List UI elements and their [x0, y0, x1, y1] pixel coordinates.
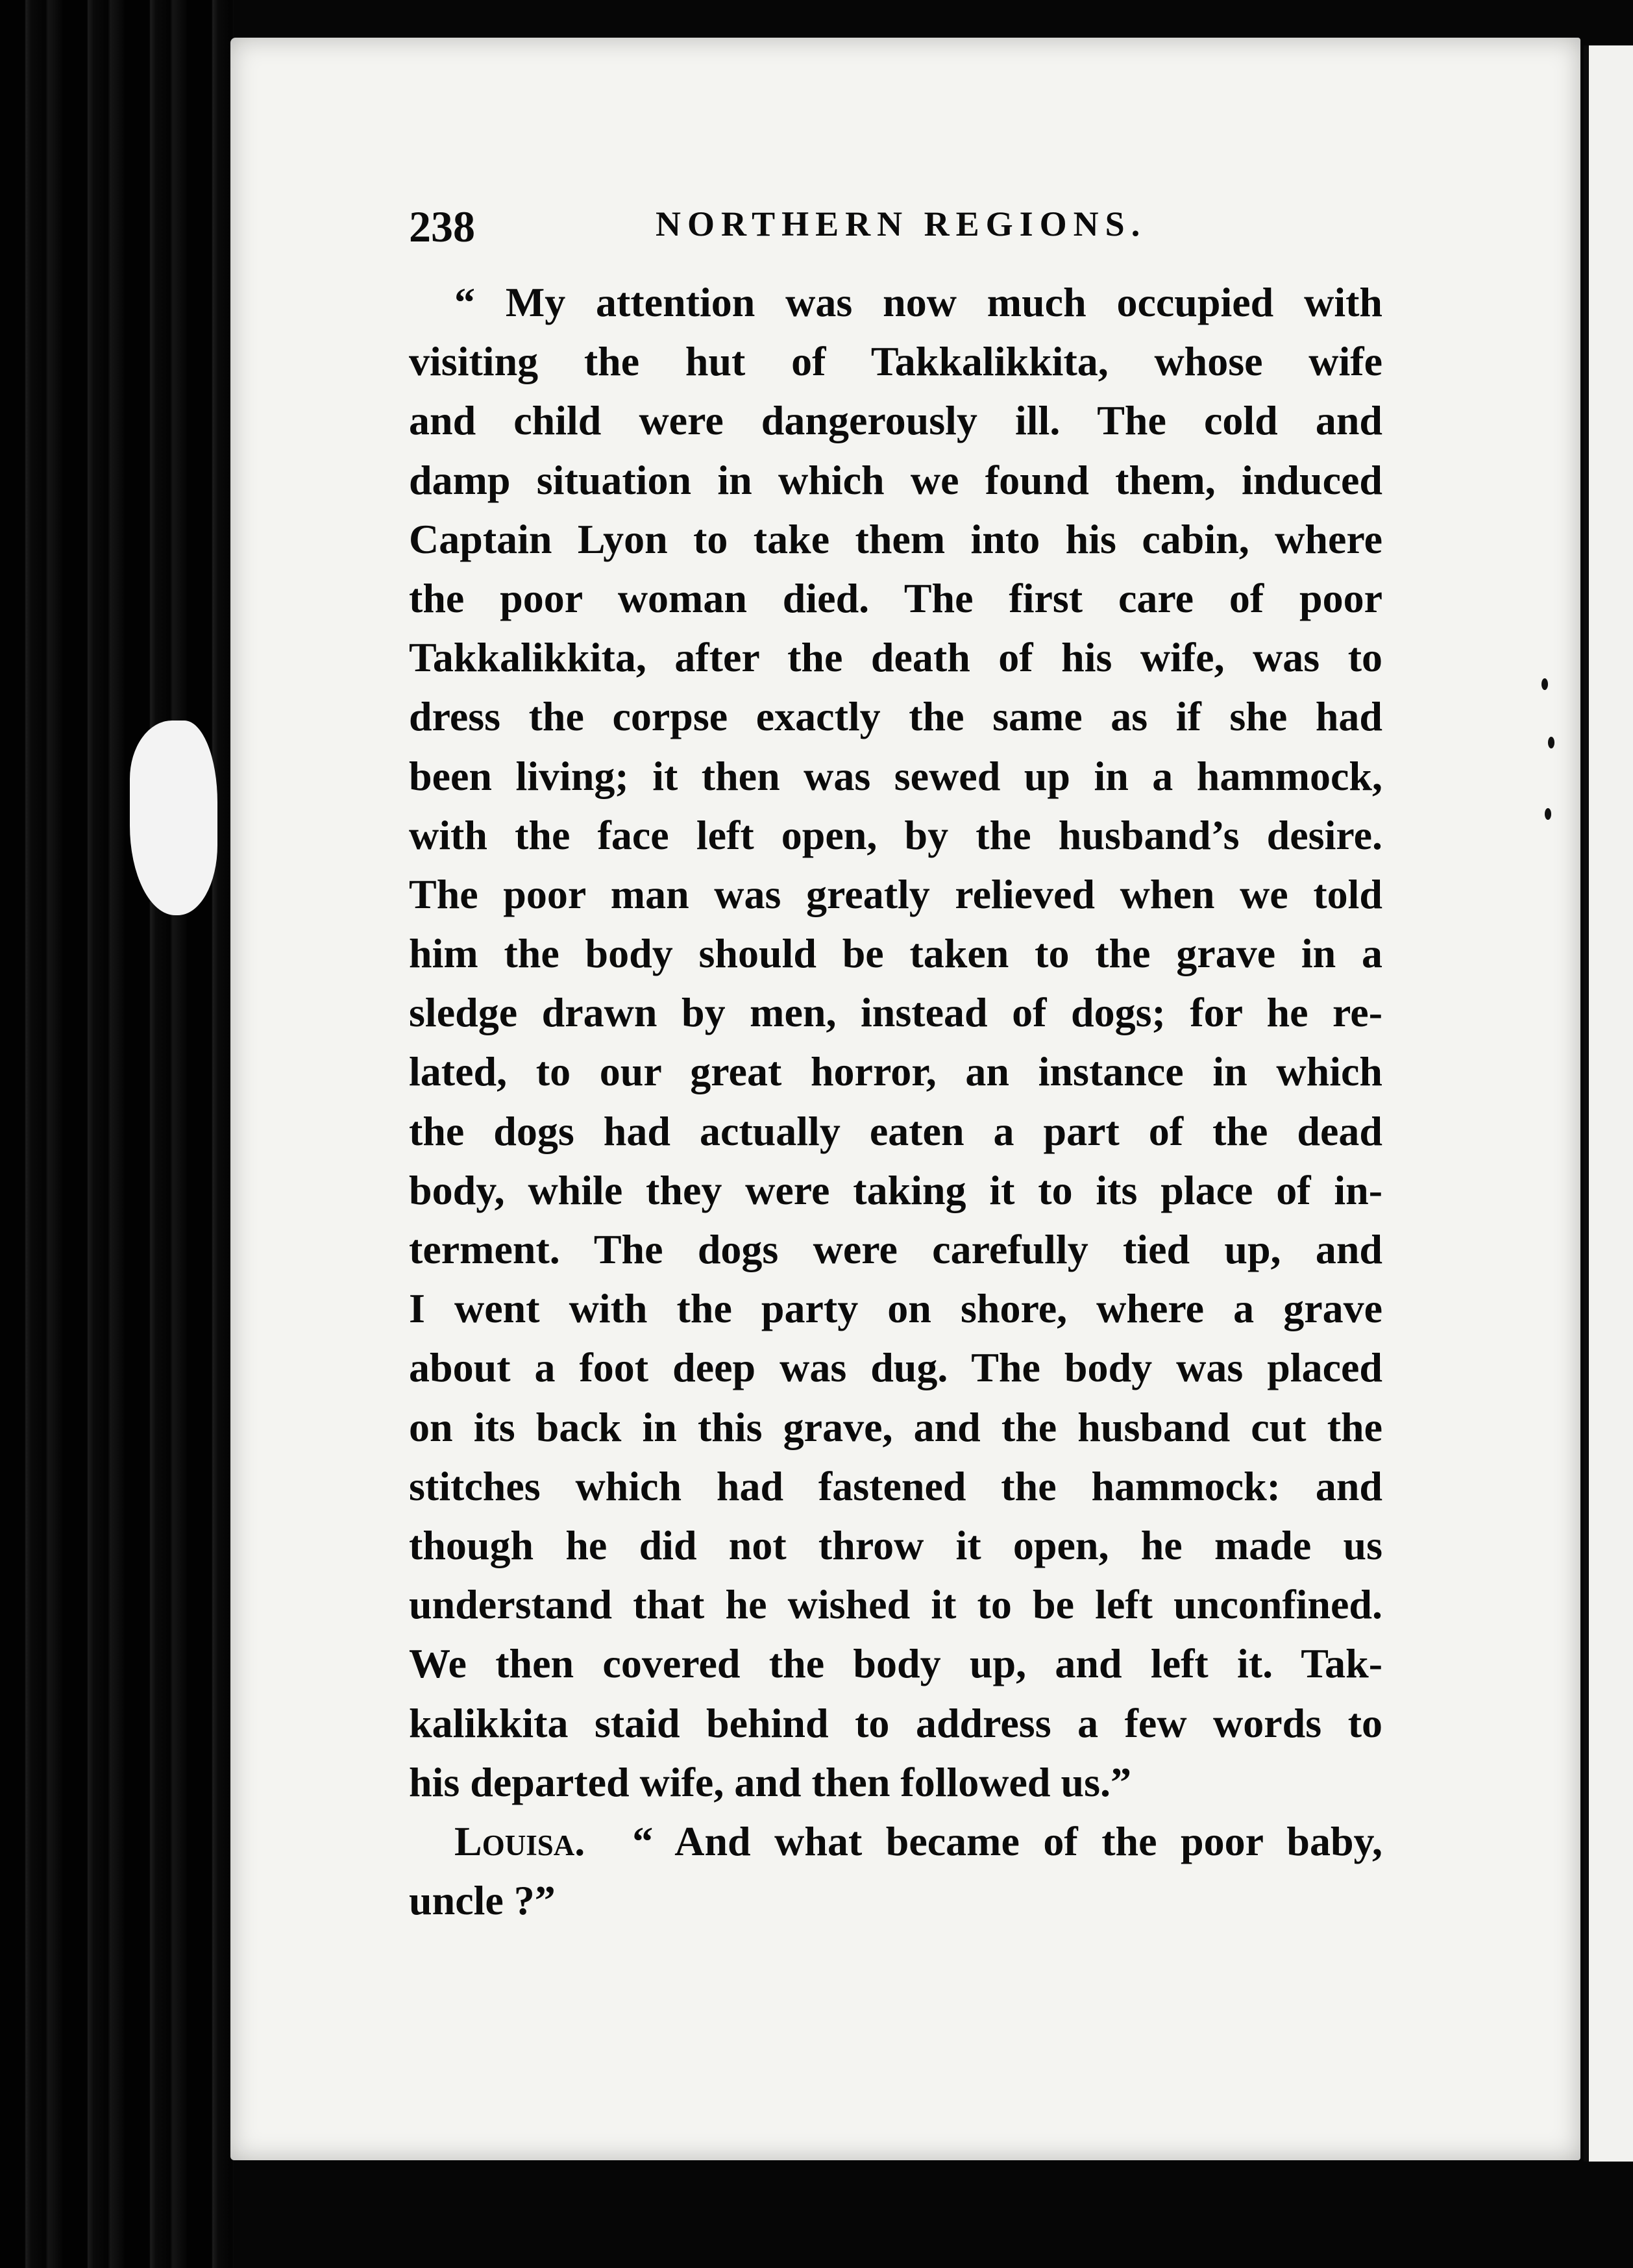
text-line: him the body should be taken to the grave in a [409, 930, 1382, 977]
ink-speck [1545, 808, 1551, 820]
dialogue-text: “ And what became of the poor baby, [632, 1818, 1383, 1864]
text-line: visiting the hut of Takkalikkita, whose wife [409, 338, 1382, 385]
speaker-name: Louisa. [454, 1818, 585, 1864]
text-line: the poor woman died. The first care of poor [409, 574, 1382, 621]
text-line: the dogs had actually eaten a part of the dead [409, 1107, 1382, 1154]
text-line: “ My attention was now much occupied with [454, 279, 1382, 325]
text-line: uncle ?” [409, 1877, 556, 1924]
page-text [409, 201, 1382, 1930]
text-line: sledge drawn by men, instead of dogs; for he re- [409, 989, 1382, 1036]
text-line: stitches which had fastened the hammock: and [409, 1462, 1382, 1509]
text-line: understand that he wished it to be left unconfined. [409, 1581, 1382, 1628]
text-line: been living; it then was sewed up in a hammock, [409, 752, 1382, 799]
binding-damage [130, 721, 217, 915]
text-line: The poor man was greatly relieved when we told [409, 870, 1382, 917]
text-line: about a foot deep was dug. The body was placed [409, 1344, 1382, 1391]
page-header [409, 201, 1382, 273]
text-line: lated, to our great horror, an instance in which [409, 1048, 1382, 1095]
text-line: with the face left open, by the husband’s desire. [409, 811, 1382, 858]
text-line: kalikkita staid behind to address a few words to [409, 1699, 1382, 1746]
text-line: his departed wife, and then followed us.” [409, 1758, 1131, 1805]
ink-speck [1548, 737, 1554, 748]
text-line: Takkalikkita, after the death of his wife, was to [409, 634, 1382, 681]
text-line: I went with the party on shore, where a grave [409, 1285, 1382, 1332]
dialogue-paragraph [409, 1812, 1382, 1930]
book-binding [0, 0, 234, 2268]
text-line [409, 1812, 1382, 1871]
page-number: 238 [409, 202, 475, 251]
facing-page-edge [1584, 45, 1633, 2162]
text-line: dress the corpse exactly the same as if she had [409, 693, 1382, 740]
ink-speck [1541, 678, 1548, 690]
text-line: damp situation in which we found them, induced [409, 456, 1382, 503]
text-line: Captain Lyon to take them into his cabin, where [409, 515, 1382, 562]
text-line: on its back in this grave, and the husband cut the [409, 1403, 1382, 1450]
text-line: terment. The dogs were carefully tied up, and [409, 1226, 1382, 1272]
text-line: though he did not throw it open, he made us [409, 1522, 1382, 1568]
paragraph [409, 273, 1382, 1812]
text-line: We then covered the body up, and left it. Tak- [409, 1640, 1382, 1687]
text-line: body, while they were taking it to its place of in- [409, 1166, 1382, 1213]
running-head: NORTHERN REGIONS. [656, 204, 1147, 243]
text-line: and child were dangerously ill. The cold and [409, 397, 1382, 444]
